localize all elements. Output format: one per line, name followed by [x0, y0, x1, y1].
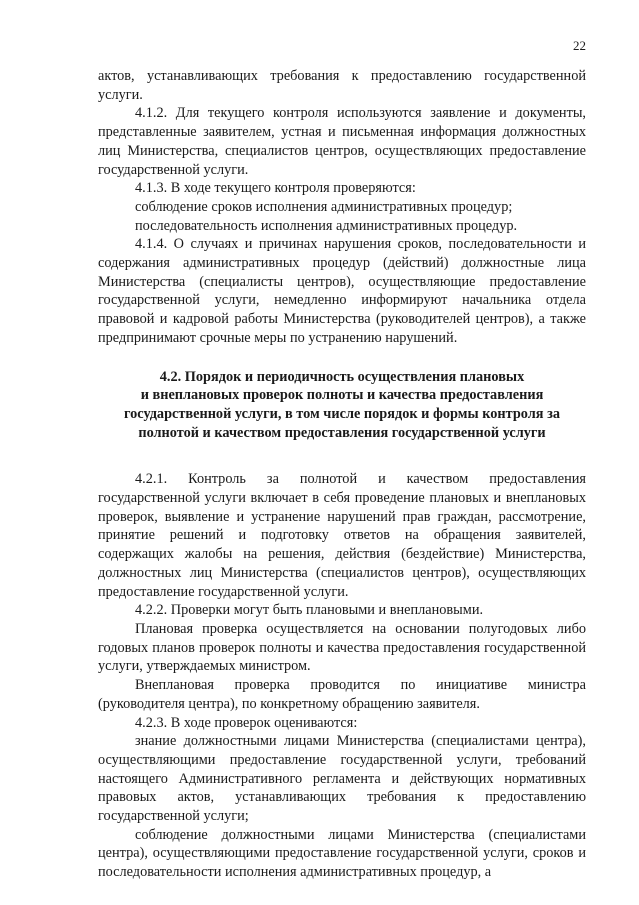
- paragraph: 4.2.3. В ходе проверок оцениваются:: [135, 714, 358, 731]
- paragraph: 4.1.2. Для текущего контроля используются заявление и документы, представленные заявителем, устная и письменная информация должностных лиц Министерства, специалистов центров, осуществляющих предоставление государственной услуги.: [98, 105, 586, 178]
- paragraph: 4.1.4. О случаях и причинах нарушения сроков, последовательности и содержания административных процедур (действий) должностные лица Министерства (специалисты центров), осуществляющие предоставление государственной услуги, немедленно информируют начальника отдела правовой и кадровой работы Министерства (руководителей центров), а также предпринимают срочные меры по устранению нарушений.: [98, 236, 586, 346]
- section-heading-4-2: [98, 368, 586, 443]
- page-number: 22: [573, 38, 586, 53]
- heading-line: государственной услуги, в том числе порядок и формы контроля за: [124, 405, 560, 422]
- paragraph: актов, устанавливающих требования к предоставлению государственной услуги.: [98, 68, 586, 103]
- heading-line: полнотой и качеством предоставления государственной услуги: [138, 424, 546, 441]
- paragraph: 4.1.3. В ходе текущего контроля проверяются:: [135, 180, 416, 197]
- paragraph: знание должностными лицами Министерства (специалистами центра), осуществляющими предоставление государственной услуги, требований настоящего Административного регламента и действующих нормативных правовых актов, устанавливающих требования к предоставлению государственной услуги;: [98, 733, 586, 825]
- heading-line: и внеплановых проверок полноты и качества предоставления: [140, 387, 544, 404]
- paragraph: Внеплановая проверка проводится по инициативе министра (руководителя центра), по конкретному обращению заявителя.: [98, 677, 586, 712]
- document-body: [98, 67, 586, 882]
- paragraph: 4.2.2. Проверки могут быть плановыми и внеплановыми.: [135, 602, 484, 619]
- paragraph: последовательность исполнения административных процедур.: [135, 217, 518, 234]
- paragraph: 4.2.1. Контроль за полнотой и качеством предоставления государственной услуги включает в себя проведение плановых и внеплановых проверок, выявление и устранение нарушений прав граждан, рассмотрение, принятие решений и подготовку ответов на обращения заявителей, содержащих жалобы на решения, действия (бездействие) Министерства, должностных лиц Министерства (специалистов центров), осуществляющих предоставление государственной услуги.: [98, 471, 586, 600]
- paragraph: соблюдение сроков исполнения административных процедур;: [135, 198, 513, 215]
- section-4-1-text: [98, 67, 586, 348]
- paragraph: Плановая проверка осуществляется на основании полугодовых либо годовых планов проверок полноты и качества предоставления государственной услуги, утверждаемых министром.: [98, 620, 586, 675]
- heading-line: 4.2. Порядок и периодичность осуществления плановых: [159, 368, 525, 385]
- paragraph: соблюдение должностными лицами Министерства (специалистами центра), осуществляющими предоставление государственной услуги, сроков и последовательности исполнения административных процедур, а: [98, 826, 586, 881]
- section-4-2-text: [98, 470, 586, 881]
